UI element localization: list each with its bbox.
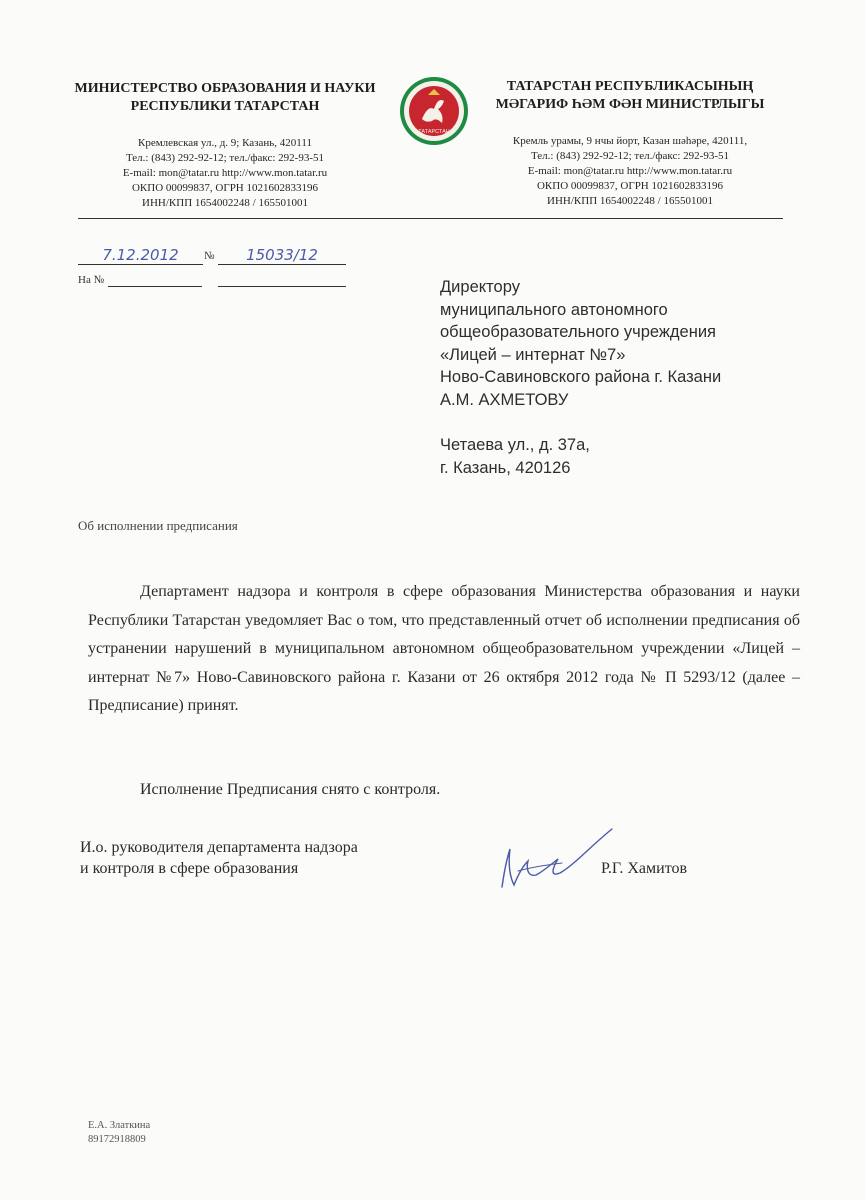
body-paragraph-2: Исполнение Предписания снято с контроля. <box>140 781 441 798</box>
signatory-title-line1: И.о. руководителя департамента надзора <box>80 839 358 856</box>
ministry-name-tt-line1: ТАТАРСТАН РЕСПУБЛИКАСЫНЫҢ <box>506 79 754 94</box>
ministry-email-tt: E-mail: mon@tatar.ru http://www.mon.tatar.ru <box>527 165 733 177</box>
outgoing-number-field <box>218 246 346 265</box>
ministry-inn-tt: ИНН/КПП 1654002248 / 165501001 <box>547 195 713 207</box>
ministry-okpo-tt: ОКПО 00099837, ОГРН 1021602833196 <box>536 180 724 192</box>
outgoing-number: 15033/12 <box>246 246 318 264</box>
ministry-header-tt <box>475 78 785 209</box>
addressee-line: Ново-Савиновского района г. Казани <box>440 368 722 386</box>
reference-label: На № <box>78 274 105 286</box>
ministry-address-tt: Кремль урамы, 9 нчы йорт, Казан шәһәре, 420111, <box>512 135 748 147</box>
ministry-header-ru <box>60 80 390 211</box>
ministry-okpo-ru: ОКПО 00099837, ОГРН 1021602833196 <box>131 182 319 194</box>
header-divider <box>78 218 783 219</box>
signatory-name: Р.Г. Хамитов <box>601 860 688 877</box>
outgoing-date-field <box>78 246 203 265</box>
signatory-title-line2: и контроля в сфере образования <box>80 860 299 877</box>
reference-date-line <box>218 273 346 287</box>
executor-phone: 89172918809 <box>88 1134 146 1145</box>
executor-name: Е.А. Златкина <box>88 1120 151 1131</box>
ministry-phone-tt: Тел.: (843) 292-92-12; тел./факс: 292-93-51 <box>530 150 730 162</box>
ministry-inn-ru: ИНН/КПП 1654002248 / 165501001 <box>142 197 308 209</box>
ministry-name-tt-line2: МӘГАРИФ ҺӘМ ФӘН МИНИСТРЛЫГЫ <box>495 97 765 112</box>
addressee-city: г. Казань, 420126 <box>440 458 571 477</box>
executor-block <box>88 1119 150 1147</box>
letter-subject: Об исполнении предписания <box>78 518 238 533</box>
ministry-phone-ru: Тел.: (843) 292-92-12; тел./факс: 292-93-51 <box>125 152 325 164</box>
tatarstan-emblem-icon <box>398 75 470 147</box>
addressee-line: Директору <box>440 278 520 296</box>
ministry-address-ru: Кремлевская ул., д. 9; Казань, 420111 <box>138 137 312 149</box>
addressee-street: Четаева ул., д. 37а, <box>440 436 590 454</box>
ministry-name-ru-line2: РЕСПУБЛИКИ ТАТАРСТАН <box>130 99 320 114</box>
handwritten-signature <box>488 825 618 895</box>
addressee-name: А.М. АХМЕТОВУ <box>440 390 569 409</box>
body-paragraph-1: Департамент надзора и контроля в сфере образования Министерства образования и науки Республики Татарстан уведомляет Вас о том, что представленный отчет об исполнении предписания об устранении нарушений в муниципальном автономном общеобразовательном учреждении «Лицей – интернат №7» Ново-Савиновского района г. Казани от 26 октября 2012 года № П 5293/12 (далее – Предписание) принят. <box>88 583 800 714</box>
emblem-caption: ТАТАРСТАН <box>418 129 450 135</box>
addressee-line: общеобразовательного учреждения <box>440 323 716 341</box>
signatory-title <box>80 837 358 879</box>
reference-number-line <box>108 273 202 287</box>
addressee-block <box>440 276 840 479</box>
ministry-name-ru-line1: МИНИСТЕРСТВО ОБРАЗОВАНИЯ И НАУКИ <box>74 81 376 96</box>
ministry-email-ru: E-mail: mon@tatar.ru http://www.mon.tatar.ru <box>122 167 328 179</box>
addressee-line: муниципального автономного <box>440 300 668 319</box>
addressee-line: «Лицей – интернат №7» <box>440 345 626 364</box>
outgoing-date: 7.12.2012 <box>102 246 179 264</box>
number-label: № <box>204 250 215 262</box>
